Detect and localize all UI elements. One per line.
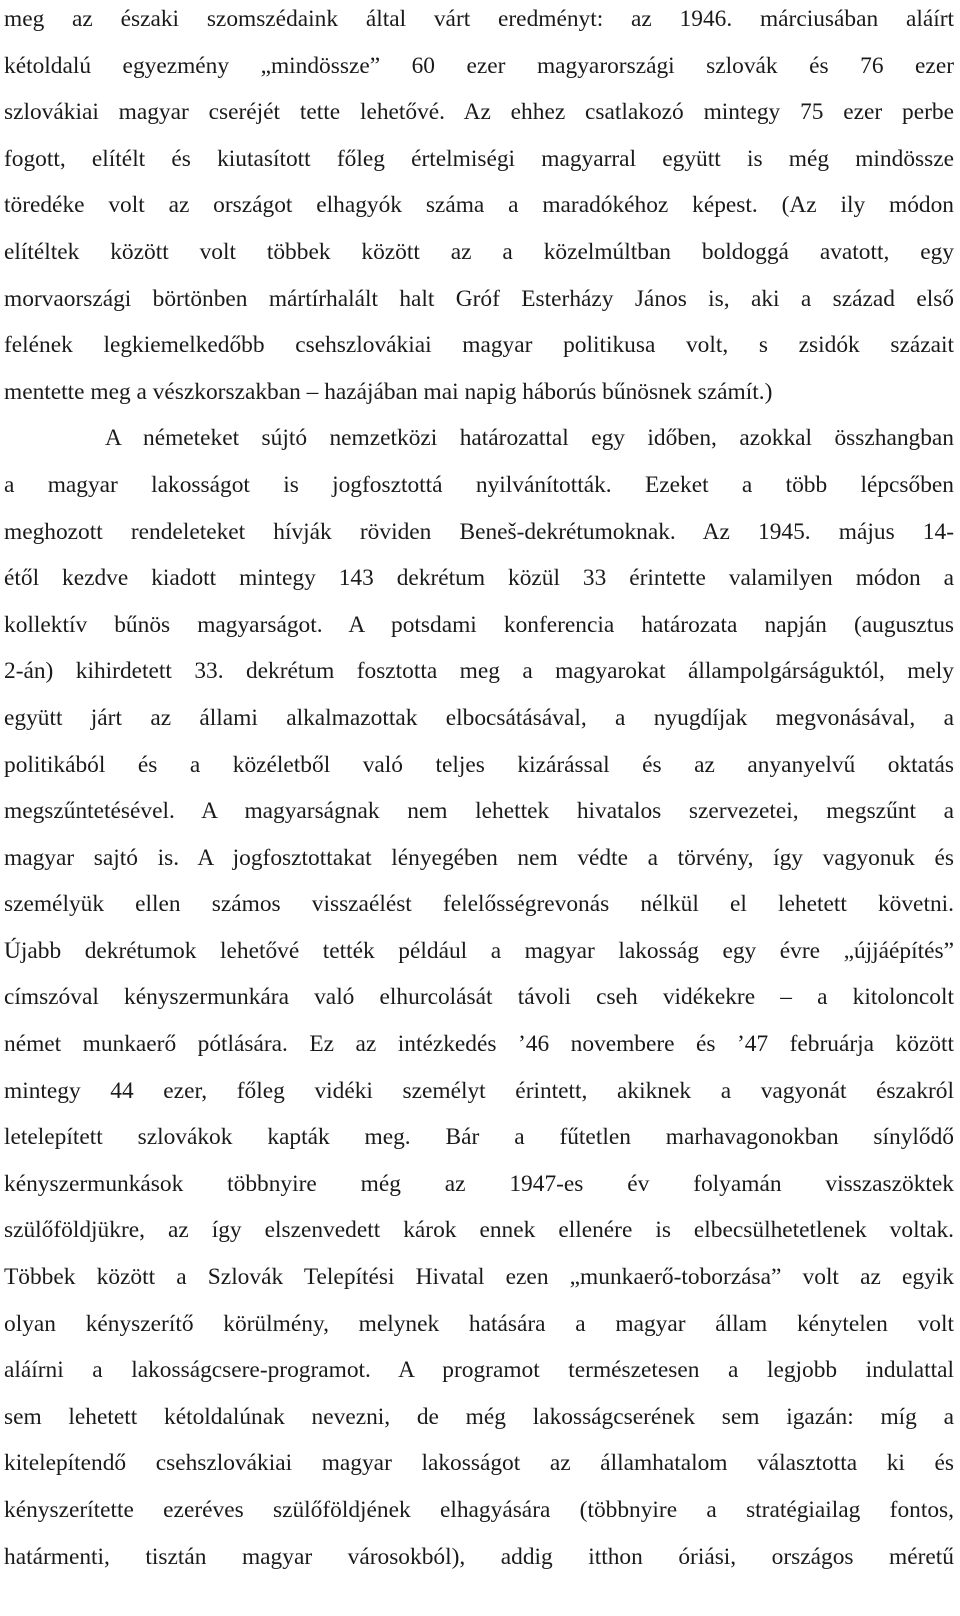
text-line: személyük ellen számos visszaélést felelősségrevonás nélkül el lehetett követni. [4,891,954,918]
text-line: szlovákiai magyar cseréjét tette lehetővé. Az ehhez csatlakozó mintegy 75 ezer perbe [4,99,954,126]
text-line: étől kezdve kiadott mintegy 143 dekrétum közül 33 érintette valamilyen módon a [4,565,954,592]
text-line: Többek között a Szlovák Telepítési Hivatal ezen „munkaerő-toborzása” volt az egyik [4,1264,954,1291]
text-line: megszűntetésével. A magyarságnak nem lehettek hivatalos szervezetei, megszűnt a [4,798,954,825]
text-line: töredéke volt az országot elhagyók száma a maradókéhoz képest. (Az ily módon [4,192,954,219]
text-line: szülőföldjükre, az így elszenvedett károk ennek ellenére is elbecsülhetetlenek voltak. [4,1217,954,1244]
text-line: Újabb dekrétumok lehetővé tették például a magyar lakosság egy évre „újjáépítés” [4,937,954,964]
text-line: együtt járt az állami alkalmazottak elbocsátásával, a nyugdíjak megvonásával, a [4,704,954,731]
text-line: sem lehetett kétoldalúnak nevezni, de még lakosságcserének sem igazán: míg a [4,1403,954,1430]
text-line: kitelepítendő csehszlovákiai magyar lakosságot az államhatalom választotta ki és [4,1450,954,1477]
text-line: kényszerítette ezeréves szülőföldjének elhagyására (többnyire a stratégiailag fontos, [4,1497,954,1523]
text-line: mentette meg a vészkorszakban – hazájában mai napig háborús bűnösnek számít.) [4,378,773,405]
text-line: német munkaerő pótlására. Ez az intézkedés ’46 novembere és ’47 februárja között [4,1031,954,1058]
text-line: meghozott rendeleteket hívják röviden Beneš-dekrétumoknak. Az 1945. május 14- [4,518,954,545]
text-line: politikából és a közéletből való teljes kizárással és az anyanyelvű oktatás [4,751,954,778]
text-line: letelepített szlovákok kapták meg. Bár a fűtetlen marhavagonokban sínylődő [4,1124,954,1151]
text-line: elítéltek között volt többek között az a közelmúltban boldoggá avatott, egy [4,238,954,265]
text-line: olyan kényszerítő körülmény, melynek hatására a magyar állam kénytelen volt [4,1310,954,1337]
text-line: 2-án) kihirdetett 33. dekrétum fosztotta meg a magyarokat állampolgárságuktól, mely [4,658,954,685]
text-line: fogott, elítélt és kiutasított főleg értelmiségi magyarral együtt is még mindössze [4,145,954,172]
text-line: a magyar lakosságot is jogfosztottá nyilvánították. Ezeket a több lépcsőben [4,471,954,498]
text-line: magyar sajtó is. A jogfosztottakat lényegében nem védte a törvény, így vagyonuk és [4,844,954,871]
text-line: határmenti, tisztán magyar városokból), addig itthon óriási, országos méretű [4,1543,954,1570]
paragraph-first-line: A németeket sújtó nemzetközi határozattal egy időben, azokkal összhangban [105,425,954,452]
text-line: kollektív bűnös magyarságot. A potsdami konferencia határozata napján (augusztus [4,611,954,638]
text-line: felének legkiemelkedőbb csehszlovákiai magyar politikusa volt, s zsidók százait [4,332,954,359]
text-line: mintegy 44 ezer, főleg vidéki személyt érintett, akiknek a vagyonát északról [4,1077,954,1104]
text-line: meg az északi szomszédaink által várt eredményt: az 1946. márciusában aláírt [4,6,954,32]
body-text [4,0,954,1580]
text-line: kétoldalú egyezmény „mindössze” 60 ezer magyarországi szlovák és 76 ezer [4,52,954,79]
text-line: aláírni a lakosságcsere-programot. A programot természetesen a legjobb indulattal [4,1357,954,1384]
text-line: morvaországi börtönben mártírhalált halt Gróf Esterházy János is, aki a század első [4,285,954,312]
text-line: címszóval kényszermunkára való elhurcolását távoli cseh vidékekre – a kitoloncolt [4,984,954,1011]
text-line: kényszermunkások többnyire még az 1947-es év folyamán visszaszöktek [4,1170,954,1197]
